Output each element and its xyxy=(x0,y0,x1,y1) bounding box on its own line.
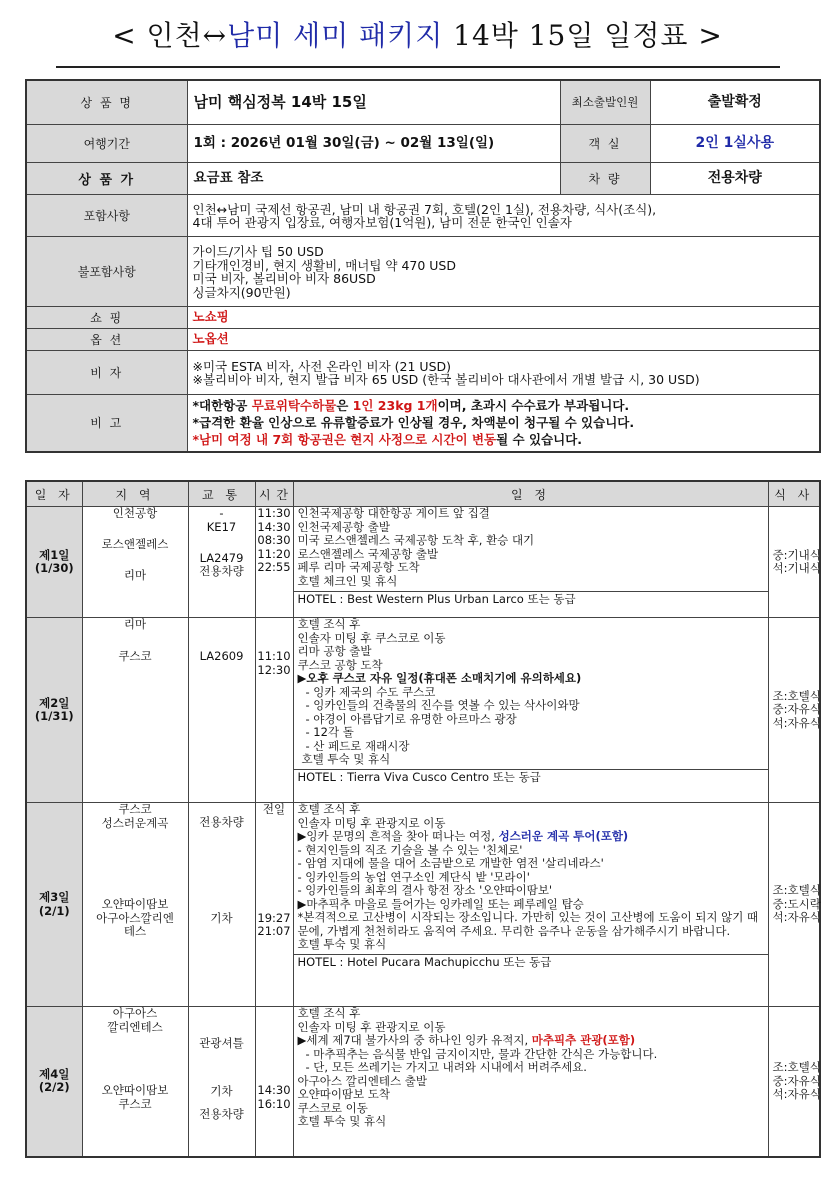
region: 리마 xyxy=(123,617,147,631)
time: 14:30 xyxy=(257,1083,291,1097)
visa-line: ※볼리비아 비자, 현지 발급 비자 65 USD (한국 볼리비아 대사관에서 개별 발급 시, 30 USD) xyxy=(192,372,700,387)
itinerary-cell xyxy=(293,803,768,1007)
header-itinerary: 일 정 xyxy=(293,481,768,507)
transport-cell xyxy=(188,507,255,618)
day-cell xyxy=(26,618,82,803)
region: 로스앤젤레스 xyxy=(101,537,169,551)
meals-cell xyxy=(768,803,820,1007)
time xyxy=(256,618,293,632)
product-info-table xyxy=(25,79,821,453)
tour-highlight xyxy=(298,830,768,844)
sub-item: - 단, 모든 쓰레기는 가지고 내려와 시내에서 버려주세요. xyxy=(305,1060,587,1074)
vehicle-value: 전용차량 xyxy=(650,162,820,194)
time: 08:30 xyxy=(257,533,291,547)
time: 16:10 xyxy=(257,1096,291,1111)
region: 오얀따이땀보 xyxy=(101,1083,169,1097)
day-date: (2/2) xyxy=(38,1080,70,1095)
sub-item: - 산 페드로 재래시장 xyxy=(305,738,410,753)
time-cell xyxy=(255,803,293,1007)
meal: 중:기내식 xyxy=(772,547,821,562)
itinerary-item: 인솔자 미팅 후 관광지로 이동 xyxy=(297,815,446,830)
region: 아구아스깔리엔 xyxy=(96,910,174,925)
meal: 중:자유식 xyxy=(772,702,821,717)
header-day: 일 자 xyxy=(26,481,82,507)
itinerary-item: 인솔자 미팅 후 관광지로 이동 xyxy=(297,1019,446,1034)
meal: 석:기내식 xyxy=(772,561,821,575)
day-cell xyxy=(26,803,82,1007)
vehicle-label: 차 량 xyxy=(560,162,650,194)
highlight-emphasis: 성스러운 계곡 투어(포함) xyxy=(498,829,629,843)
time-cell xyxy=(255,1007,293,1157)
title-suffix: 14박 15일 일정표 > xyxy=(443,19,723,52)
included-list xyxy=(187,194,820,236)
sub-item: - 잉카인들의 농업 연구소인 계단식 밭 '모라이' xyxy=(297,869,530,884)
header-transport: 교 통 xyxy=(188,481,255,507)
product-name: 남미 핵심정복 14박 15일 xyxy=(187,80,560,124)
day-row xyxy=(26,507,820,618)
time: 19:27 xyxy=(257,910,291,925)
transport: LA2609 xyxy=(199,649,244,663)
option-label: 옵 션 xyxy=(26,328,187,350)
region-cell xyxy=(82,1007,188,1157)
itinerary-item: 호텔 투숙 및 휴식 xyxy=(297,1114,387,1128)
notes-label: 비 고 xyxy=(26,394,187,452)
region-cell xyxy=(82,803,188,1007)
region-cell xyxy=(82,618,188,803)
region: 쿠스코 xyxy=(118,1096,152,1111)
time: 12:30 xyxy=(257,662,291,677)
visa-list xyxy=(187,350,820,394)
time: 22:55 xyxy=(257,560,291,574)
sub-item: - 야경이 아름답기로 유명한 아르마스 광장 xyxy=(305,711,517,726)
transport xyxy=(189,538,255,552)
time-cell xyxy=(255,507,293,618)
room-value: 2인 1실사용 xyxy=(650,124,820,162)
highlight-text: ▶오후 쿠스코 자유 일정( xyxy=(297,671,424,685)
meal: 석:자유식 xyxy=(772,715,821,730)
day-date: (2/1) xyxy=(38,903,70,918)
highlight-emphasis: 휴대폰 소매치기에 유의하세요 xyxy=(423,671,577,685)
transport xyxy=(189,632,255,646)
itinerary-cell xyxy=(293,507,768,618)
hotel-info: HOTEL : Best Western Plus Urban Larco 또는 동급 xyxy=(294,591,768,607)
meal: 중:자유식 xyxy=(772,1073,821,1088)
meal: 석:자유식 xyxy=(772,1087,821,1101)
itinerary-cell xyxy=(293,1007,768,1157)
itinerary-item: ▶마추픽추 마을로 들어가는 잉카레일 또는 페루레일 탑승 xyxy=(297,896,584,911)
sub-item: - 암염 지대에 물을 대어 소금밭으로 개발한 염전 '살리네라스' xyxy=(297,856,604,870)
sub-item: - 잉카 제국의 수도 쿠스코 xyxy=(305,684,436,699)
note-highlight: *남미 여정 내 7회 항공권은 현지 사정으로 시간이 변동 xyxy=(192,432,497,448)
note-baggage xyxy=(193,397,815,414)
itinerary-item: 오얀따이땀보 도착 xyxy=(297,1087,391,1101)
time: 11:20 xyxy=(257,546,291,561)
time: 11:10 xyxy=(257,649,291,663)
itinerary-item: 호텔 조식 후 xyxy=(297,617,361,631)
time: 14:30 xyxy=(257,519,291,534)
itinerary-item: 호텔 조식 후 xyxy=(297,802,361,816)
note-text: *대한항공 xyxy=(192,398,252,414)
room-label: 객 실 xyxy=(560,124,650,162)
day-date: (1/31) xyxy=(34,709,74,723)
time: 11:30 xyxy=(257,506,291,520)
itinerary-item: 미국 로스앤젤레스 국제공항 도착 후, 환승 대기 xyxy=(297,533,535,547)
itinerary-item: 인천국제공항 대한항공 게이트 앞 집결 xyxy=(297,506,490,520)
min-people-value: 출발확정 xyxy=(650,80,820,124)
region: 리마 xyxy=(123,568,147,582)
price-label: 상 품 가 xyxy=(26,162,187,194)
note-highlight: 무료위탁수하물 xyxy=(251,398,337,414)
itinerary-item: 호텔 조식 후 xyxy=(297,1006,361,1020)
meals-cell xyxy=(768,507,820,618)
meal: 조:호텔식 xyxy=(772,688,821,703)
sub-item: - 현지인들의 직조 기술을 볼 수 있는 '친체로' xyxy=(297,842,523,857)
region: 깔리엔테스 xyxy=(107,1019,163,1034)
note-text: 은 xyxy=(336,398,353,414)
altitude-warning: *본격적으로 고산병이 시작되는 장소입니다. 가만히 있는 것이 고산병에 도움이 되지 않기 때문에, 가볍게 천천히라도 움직여 주세요. 무리한 음주나 운동을 삼가해주시기 바랍니다. xyxy=(297,910,759,938)
time-cell xyxy=(255,618,293,803)
transport: 전용차량 xyxy=(199,564,244,578)
itinerary-item: 아구아스 깔리엔테스 출발 xyxy=(297,1073,428,1088)
region: 쿠스코 xyxy=(118,802,152,816)
note-text: 이며, 초과시 수수료가 부과됩니다. xyxy=(437,398,630,414)
day-number: 제3일 xyxy=(39,890,70,904)
itinerary-cell xyxy=(293,618,768,803)
title-highlight: 남미 세미 패키지 xyxy=(227,19,444,52)
day-number: 제4일 xyxy=(39,1066,70,1081)
title-prefix: < 인천↔ xyxy=(112,19,228,52)
note-text: 될 수 있습니다. xyxy=(496,432,583,448)
highlight-text: ) xyxy=(576,671,582,685)
highlight-text: ▶잉카 문명의 흔적을 찾아 떠나는 여정, xyxy=(297,829,499,843)
itinerary-item: 쿠스코 공항 도착 xyxy=(297,657,383,672)
region: 성스러운계곡 xyxy=(101,815,169,830)
itinerary-item: 인솔자 미팅 후 쿠스코로 이동 xyxy=(297,630,446,645)
min-people-label: 최소출발인원 xyxy=(560,80,650,124)
itinerary-item: 호텔 투숙 및 휴식 xyxy=(297,937,387,951)
transport: 기차 xyxy=(210,1083,233,1098)
travel-period: 1회 : 2026년 01월 30일(금) ~ 02월 13일(일) xyxy=(187,124,560,162)
day-date: (1/30) xyxy=(34,561,74,575)
visa-label: 비 자 xyxy=(26,350,187,394)
transport: 관광셔틀 xyxy=(199,1036,244,1050)
transport xyxy=(189,618,255,632)
highlight-text: ▶세계 제7대 불가사의 중 하나인 잉카 유적지, xyxy=(297,1033,532,1047)
meal: 중:도시락 xyxy=(772,896,821,911)
meal: 석:자유식 xyxy=(772,910,821,925)
shopping-label: 쇼 핑 xyxy=(26,306,187,328)
included-line: 4대 투어 관광지 입장료, 여행자보험(1억원), 남미 전문 한국인 인솔자 xyxy=(192,215,572,230)
region: 아구아스 xyxy=(112,1006,158,1020)
included-label: 포함사항 xyxy=(26,194,187,236)
sub-item: - 12각 돌 xyxy=(305,725,354,739)
itinerary-item: 호텔 체크인 및 휴식 xyxy=(297,573,398,588)
itinerary-item: 쿠스코로 이동 xyxy=(297,1100,368,1115)
sub-item: - 잉카인들의 건축물의 진수를 엿볼 수 있는 삭사이와망 xyxy=(305,698,580,712)
notes-list xyxy=(187,394,820,452)
transport: KE17 xyxy=(206,519,237,534)
tour-highlight xyxy=(298,1034,768,1048)
transport-cell xyxy=(188,618,255,803)
region: 오얀따이땀보 xyxy=(101,897,169,911)
sub-item: - 마추픽추는 음식물 반입 금지이지만, 물과 간단한 간식은 가능합니다. xyxy=(305,1046,658,1061)
transport: 전용차량 xyxy=(199,815,244,829)
itinerary-item: 호텔 투숙 및 휴식 xyxy=(301,752,391,766)
included-line: 인천↔남미 국제선 항공권, 남미 내 항공권 7회, 호텔(2인 1실), 전용차량, 식사(조식), xyxy=(192,201,657,217)
itinerary-item: 인천국제공항 출발 xyxy=(297,519,391,534)
day-row xyxy=(26,1007,820,1157)
excluded-line: 가이드/기사 팁 50 USD xyxy=(192,244,324,259)
hotel-info: HOTEL : Tierra Viva Cusco Centro 또는 동급 xyxy=(294,769,768,785)
itinerary-item: 로스앤젤레스 국제공항 출발 xyxy=(297,546,439,561)
meals-cell xyxy=(768,1007,820,1157)
sub-item: - 잉카인들의 최후의 결사 항전 장소 '오얀따이땀보' xyxy=(297,883,553,897)
transport: 기차 xyxy=(210,910,233,925)
day-number: 제2일 xyxy=(39,695,70,710)
time: 21:07 xyxy=(257,924,291,938)
transport-cell xyxy=(188,803,255,1007)
region xyxy=(83,521,188,535)
excluded-line: 기타개인경비, 현지 생활비, 매너팁 약 470 USD xyxy=(192,257,456,273)
transport: LA2479 xyxy=(199,550,244,565)
itinerary-item: 페루 리마 국제공항 도착 xyxy=(297,560,420,574)
schedule-table xyxy=(25,480,821,1158)
itinerary-item: 리마 공항 출발 xyxy=(297,644,372,658)
title-underline xyxy=(56,66,780,68)
meals-cell xyxy=(768,618,820,803)
highlight-emphasis: 마추픽추 관광(포함) xyxy=(531,1033,636,1047)
header-region: 지 역 xyxy=(82,481,188,507)
period-label: 여행기간 xyxy=(26,124,187,162)
time: 전일 xyxy=(262,802,286,816)
visa-line: ※미국 ESTA 비자, 사전 온라인 비자 (21 USD) xyxy=(192,358,452,374)
region: 쿠스코 xyxy=(118,649,152,663)
day-cell xyxy=(26,507,82,618)
excluded-line: 싱글차지(90만원) xyxy=(192,284,291,300)
day-cell xyxy=(26,1007,82,1157)
note-flight-change xyxy=(193,431,815,448)
meal: 조:호텔식 xyxy=(772,883,821,898)
page-title xyxy=(0,14,835,54)
note-highlight: 1인 23kg 1개 xyxy=(352,398,438,414)
option-value: 노옵션 xyxy=(187,328,820,350)
excluded-line: 미국 비자, 볼리비아 비자 86USD xyxy=(192,271,376,286)
region xyxy=(83,552,188,566)
time xyxy=(256,632,293,646)
day-number: 제1일 xyxy=(39,547,70,562)
note-fuel-surcharge: *급격한 환율 인상으로 유류할증료가 인상될 경우, 차액분이 청구될 수 있습니다. xyxy=(192,415,635,431)
header-time: 시 간 xyxy=(255,481,293,507)
day-row xyxy=(26,618,820,803)
hotel-info: HOTEL : Hotel Pucara Machupicchu 또는 동급 xyxy=(294,954,768,970)
region-cell xyxy=(82,507,188,618)
region xyxy=(83,632,188,646)
transport: 전용차량 xyxy=(199,1107,244,1121)
price-value: 요금표 참조 xyxy=(187,162,560,194)
excluded-list xyxy=(187,236,820,306)
day-row xyxy=(26,803,820,1007)
free-schedule-item xyxy=(298,672,768,686)
product-name-label: 상 품 명 xyxy=(26,80,187,124)
meal: 조:호텔식 xyxy=(772,1060,821,1074)
excluded-label: 불포함사항 xyxy=(26,236,187,306)
header-meals: 식 사 xyxy=(768,481,820,507)
region: 테스 xyxy=(123,924,147,938)
transport-cell xyxy=(188,1007,255,1157)
transport: - xyxy=(219,506,224,520)
shopping-value: 노쇼핑 xyxy=(187,306,820,328)
region: 인천공항 xyxy=(112,506,158,520)
